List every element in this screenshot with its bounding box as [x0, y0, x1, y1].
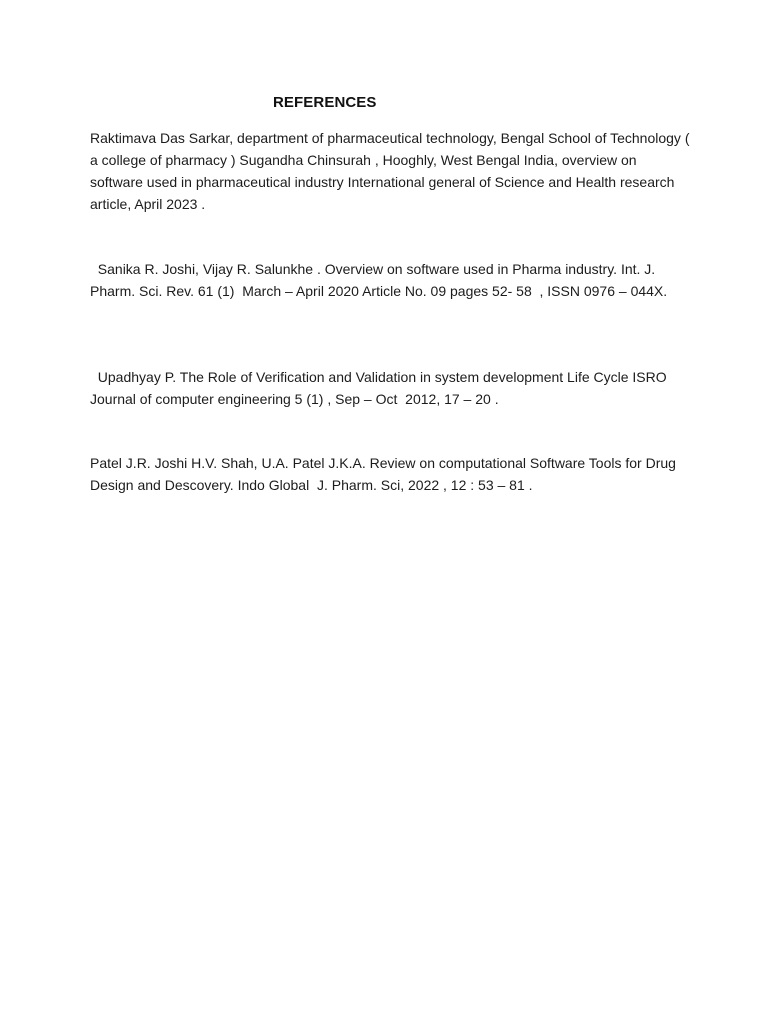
references-heading: REFERENCES — [273, 94, 377, 111]
reference-entry-4: Patel J.R. Joshi H.V. Shah, U.A. Patel J.K.A. Review on computational Software Tools for Drug Design and Descovery. Indo Global J. Pharm. Sci, 2022 , 12 : 53 – 81 . — [90, 455, 680, 493]
reference-entry-3: Upadhyay P. The Role of Verification and Validation in system development Life Cycle ISRO Journal of computer engineering 5 (1) , Sep – Oct 2012, 17 – 20 . — [90, 369, 671, 407]
reference-entry-1: Raktimava Das Sarkar, department of pharmaceutical technology, Bengal School of Technology ( a college of pharmacy ) Sugandha Chinsurah , Hooghly, West Bengal India, overview on software used in pharmaceutical industry International general of Science and Health research article, April 2023 . — [90, 130, 694, 212]
reference-entry-2: Sanika R. Joshi, Vijay R. Salunkhe . Overview on software used in Pharma industry. Int. J. Pharm. Sci. Rev. 61 (1) March – April 2020 Article No. 09 pages 52- 58 , ISSN 0976 – 044X. — [90, 261, 668, 299]
